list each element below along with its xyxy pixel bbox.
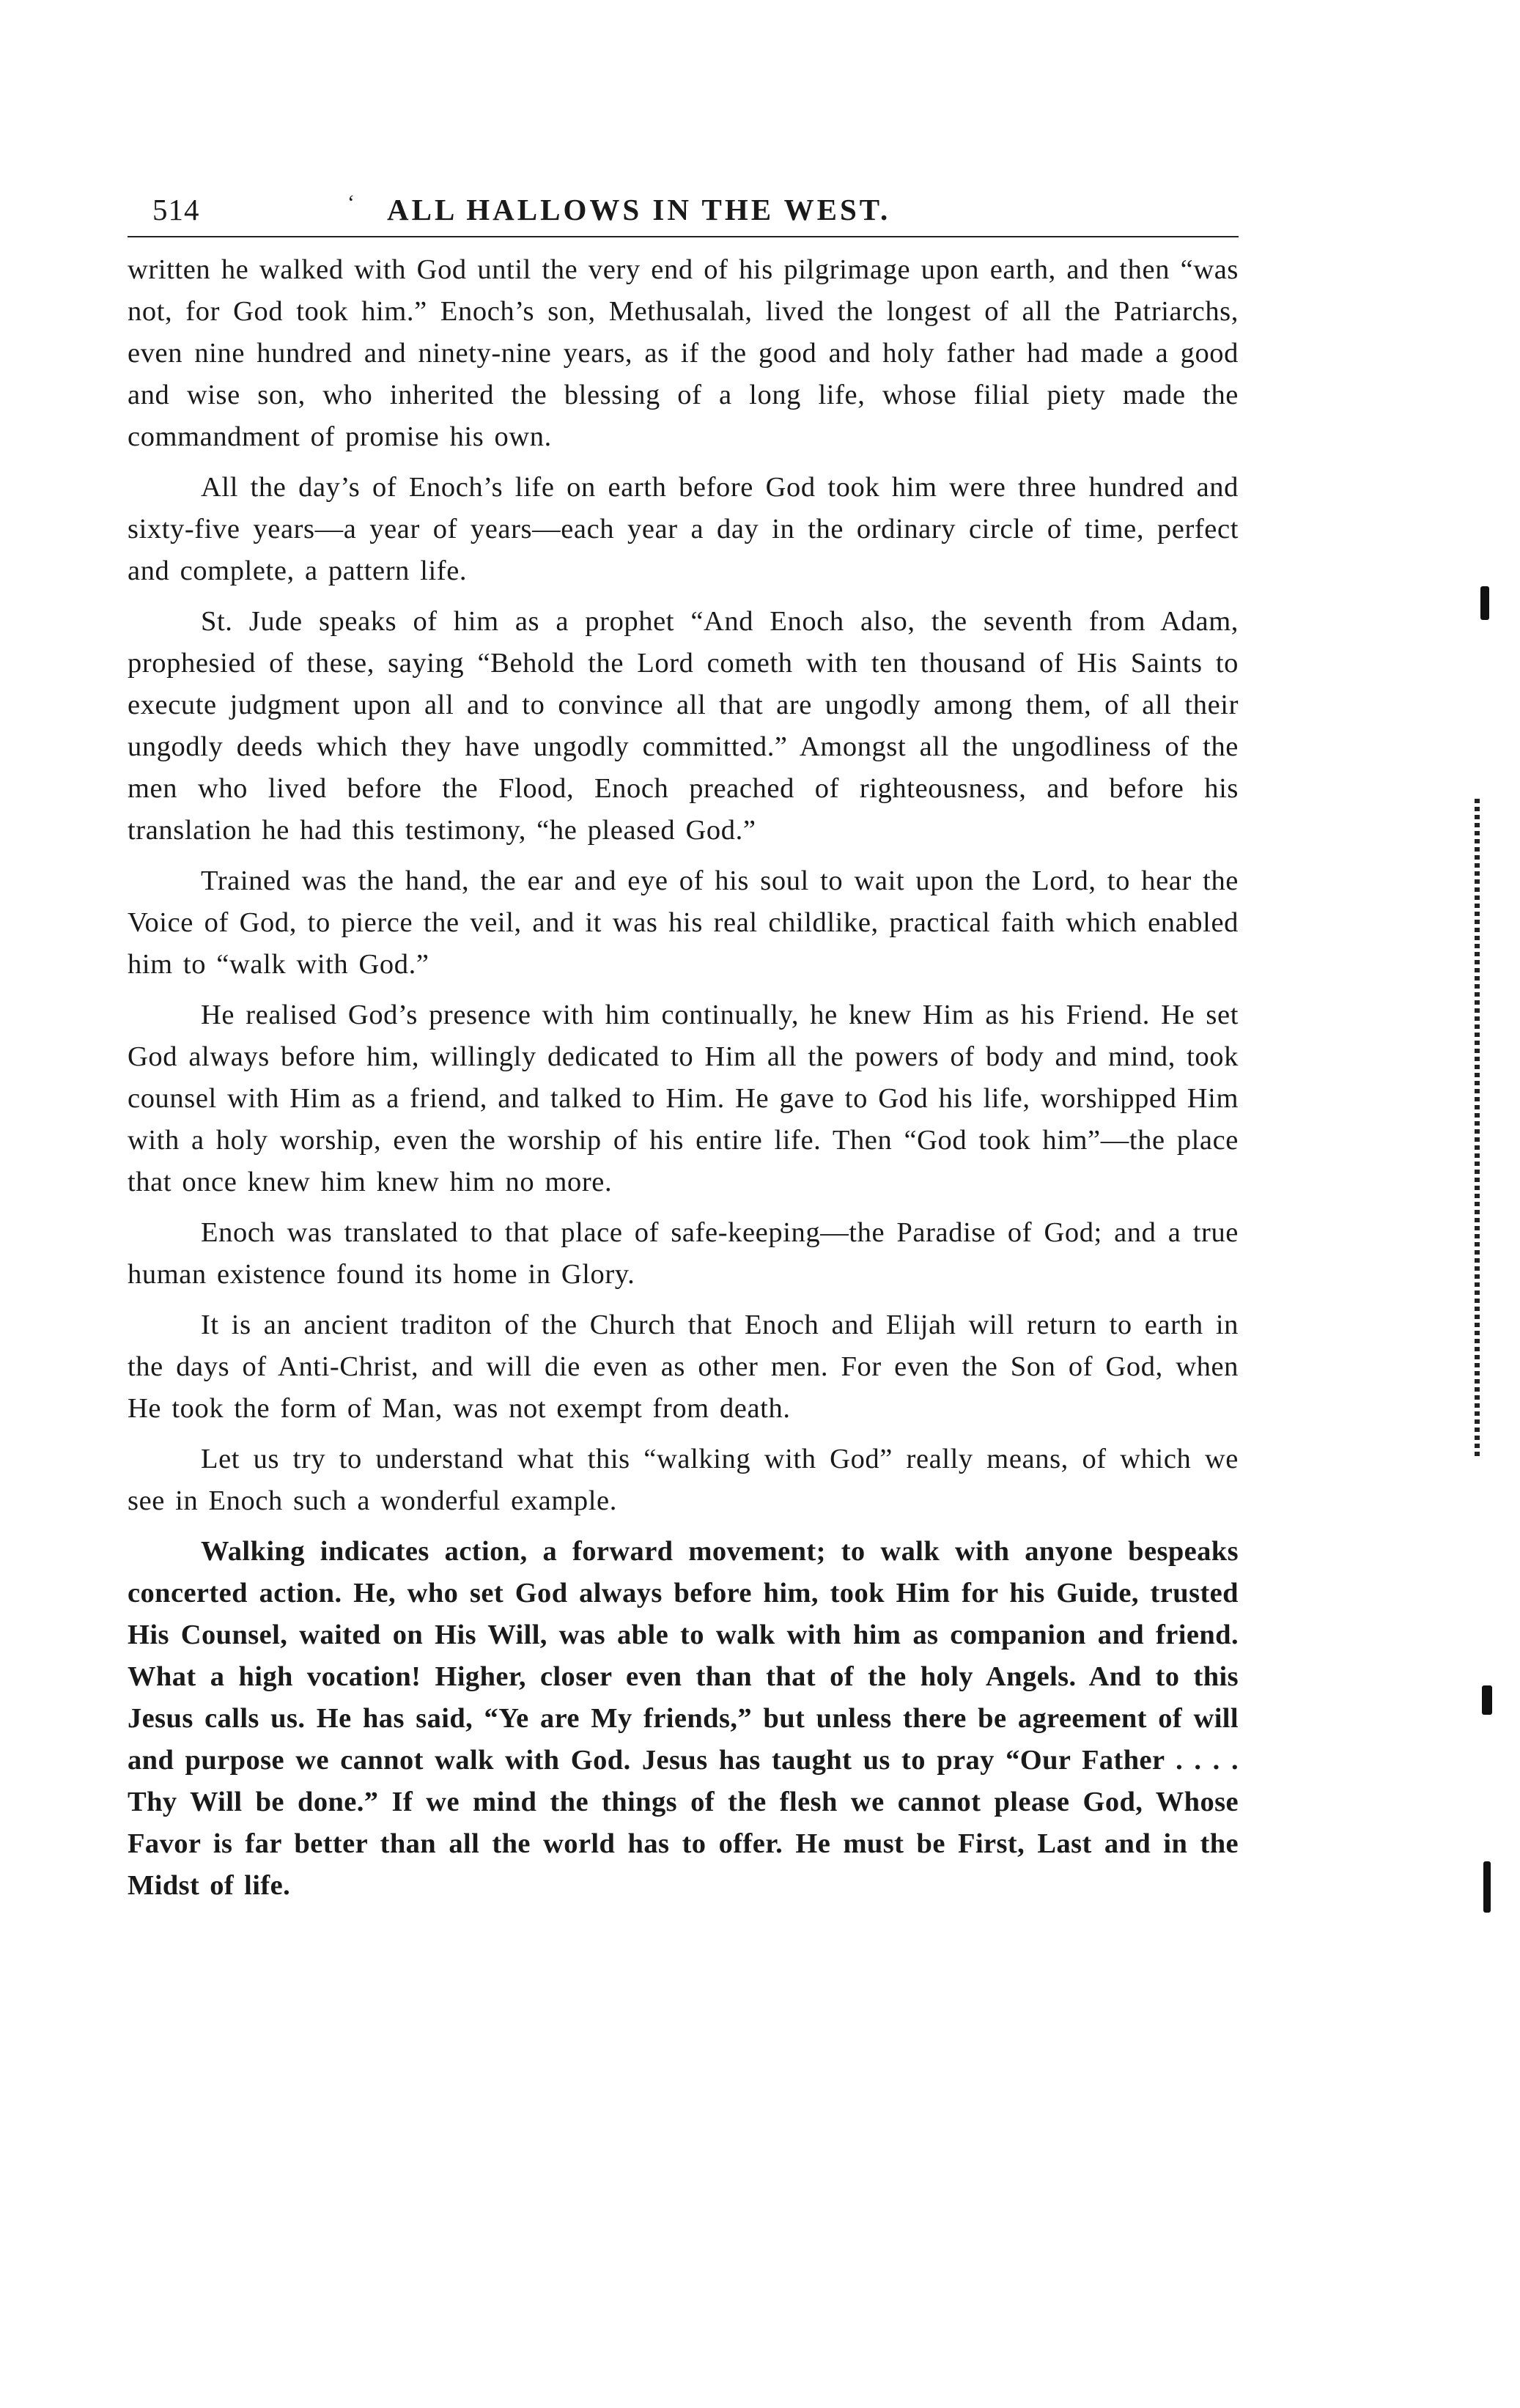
paragraph: All the day’s of Enoch’s life on earth before God took him were three hundred and sixty-five years—a year of years—each year a day in the ordinary circle of time, perfect and complete, a pattern life. (128, 472, 1239, 586)
book-page (128, 189, 1239, 1916)
scan-binding-strip (1475, 799, 1480, 1458)
running-title: ALL HALLOWS IN THE WEST. (387, 193, 891, 226)
paragraph: Trained was the hand, the ear and eye of his soul to wait upon the Lord, to hear the Voice of God, to pierce the veil, and it was his real childlike, practical faith which enabled him to “walk with God.” (128, 865, 1239, 980)
body-text (128, 249, 1239, 1907)
scan-mark (1480, 586, 1489, 620)
scan-mark (1483, 1861, 1491, 1913)
print-speck: ‘ (347, 191, 355, 215)
paragraph: Walking indicates action, a forward movement; to walk with anyone bespeaks concerted action. He, who set God always before him, took Him for his Guide, trusted His Counsel, waited on His Will, was able to walk with him as companion and friend. What a high vocation! Higher, closer even than that of the holy Angels. And to this Jesus calls us. He has said, “Ye are My friends,” but unless there be agreement of will and purpose we cannot walk with God. Jesus has taught us to pray “Our Father . . . . Thy Will be done.” If we mind the things of the flesh we cannot please God, Whose Favor is far better than all the world has to offer. He must be First, Last and in the Midst of life. (128, 1536, 1239, 1901)
paragraph: He realised God’s presence with him continually, he knew Him as his Friend. He set God always before him, willingly dedicated to Him all the powers of body and mind, took counsel with Him as a friend, and talked to Him. He gave to God his life, worshipped Him with a holy worship, even the worship of his entire life. Then “God took him”—the place that once knew him knew him no more. (128, 1000, 1239, 1197)
scan-mark (1482, 1685, 1492, 1715)
paragraph: Let us try to understand what this “walking with God” really means, of which we see in Enoch such a wonderful example. (128, 1444, 1239, 1516)
paragraph: written he walked with God until the very end of his pilgrimage upon earth, and then “was not, for God took him.” Enoch’s son, Methusalah, lived the longest of all the Patriarchs, even nine hundred and ninety-nine years, as if the good and holy father had made a good and wise son, who inherited the blessing of a long life, whose filial piety made the commandment of promise his own. (128, 254, 1239, 452)
page-number: 514 (152, 193, 200, 226)
paragraph: Enoch was translated to that place of safe-keeping—the Paradise of God; and a true human existence found its home in Glory. (128, 1217, 1239, 1290)
paragraph: St. Jude speaks of him as a prophet “And Enoch also, the seventh from Adam, prophesied of these, saying “Behold the Lord cometh with ten thousand of His Saints to execute judgment upon all and to convince all that are ungodly among them, of all their ungodly deeds which they have ungodly committed.” Amongst all the ungodliness of the men who lived before the Flood, Enoch preached of righteousness, and before his translation he had this testimony, “he pleased God.” (128, 606, 1239, 846)
paragraph: It is an ancient traditon of the Church that Enoch and Elijah will return to earth in the days of Anti-Christ, and will die even as other men. For even the Son of God, when He took the form of Man, was not exempt from death. (128, 1310, 1239, 1424)
running-head (128, 189, 1239, 237)
